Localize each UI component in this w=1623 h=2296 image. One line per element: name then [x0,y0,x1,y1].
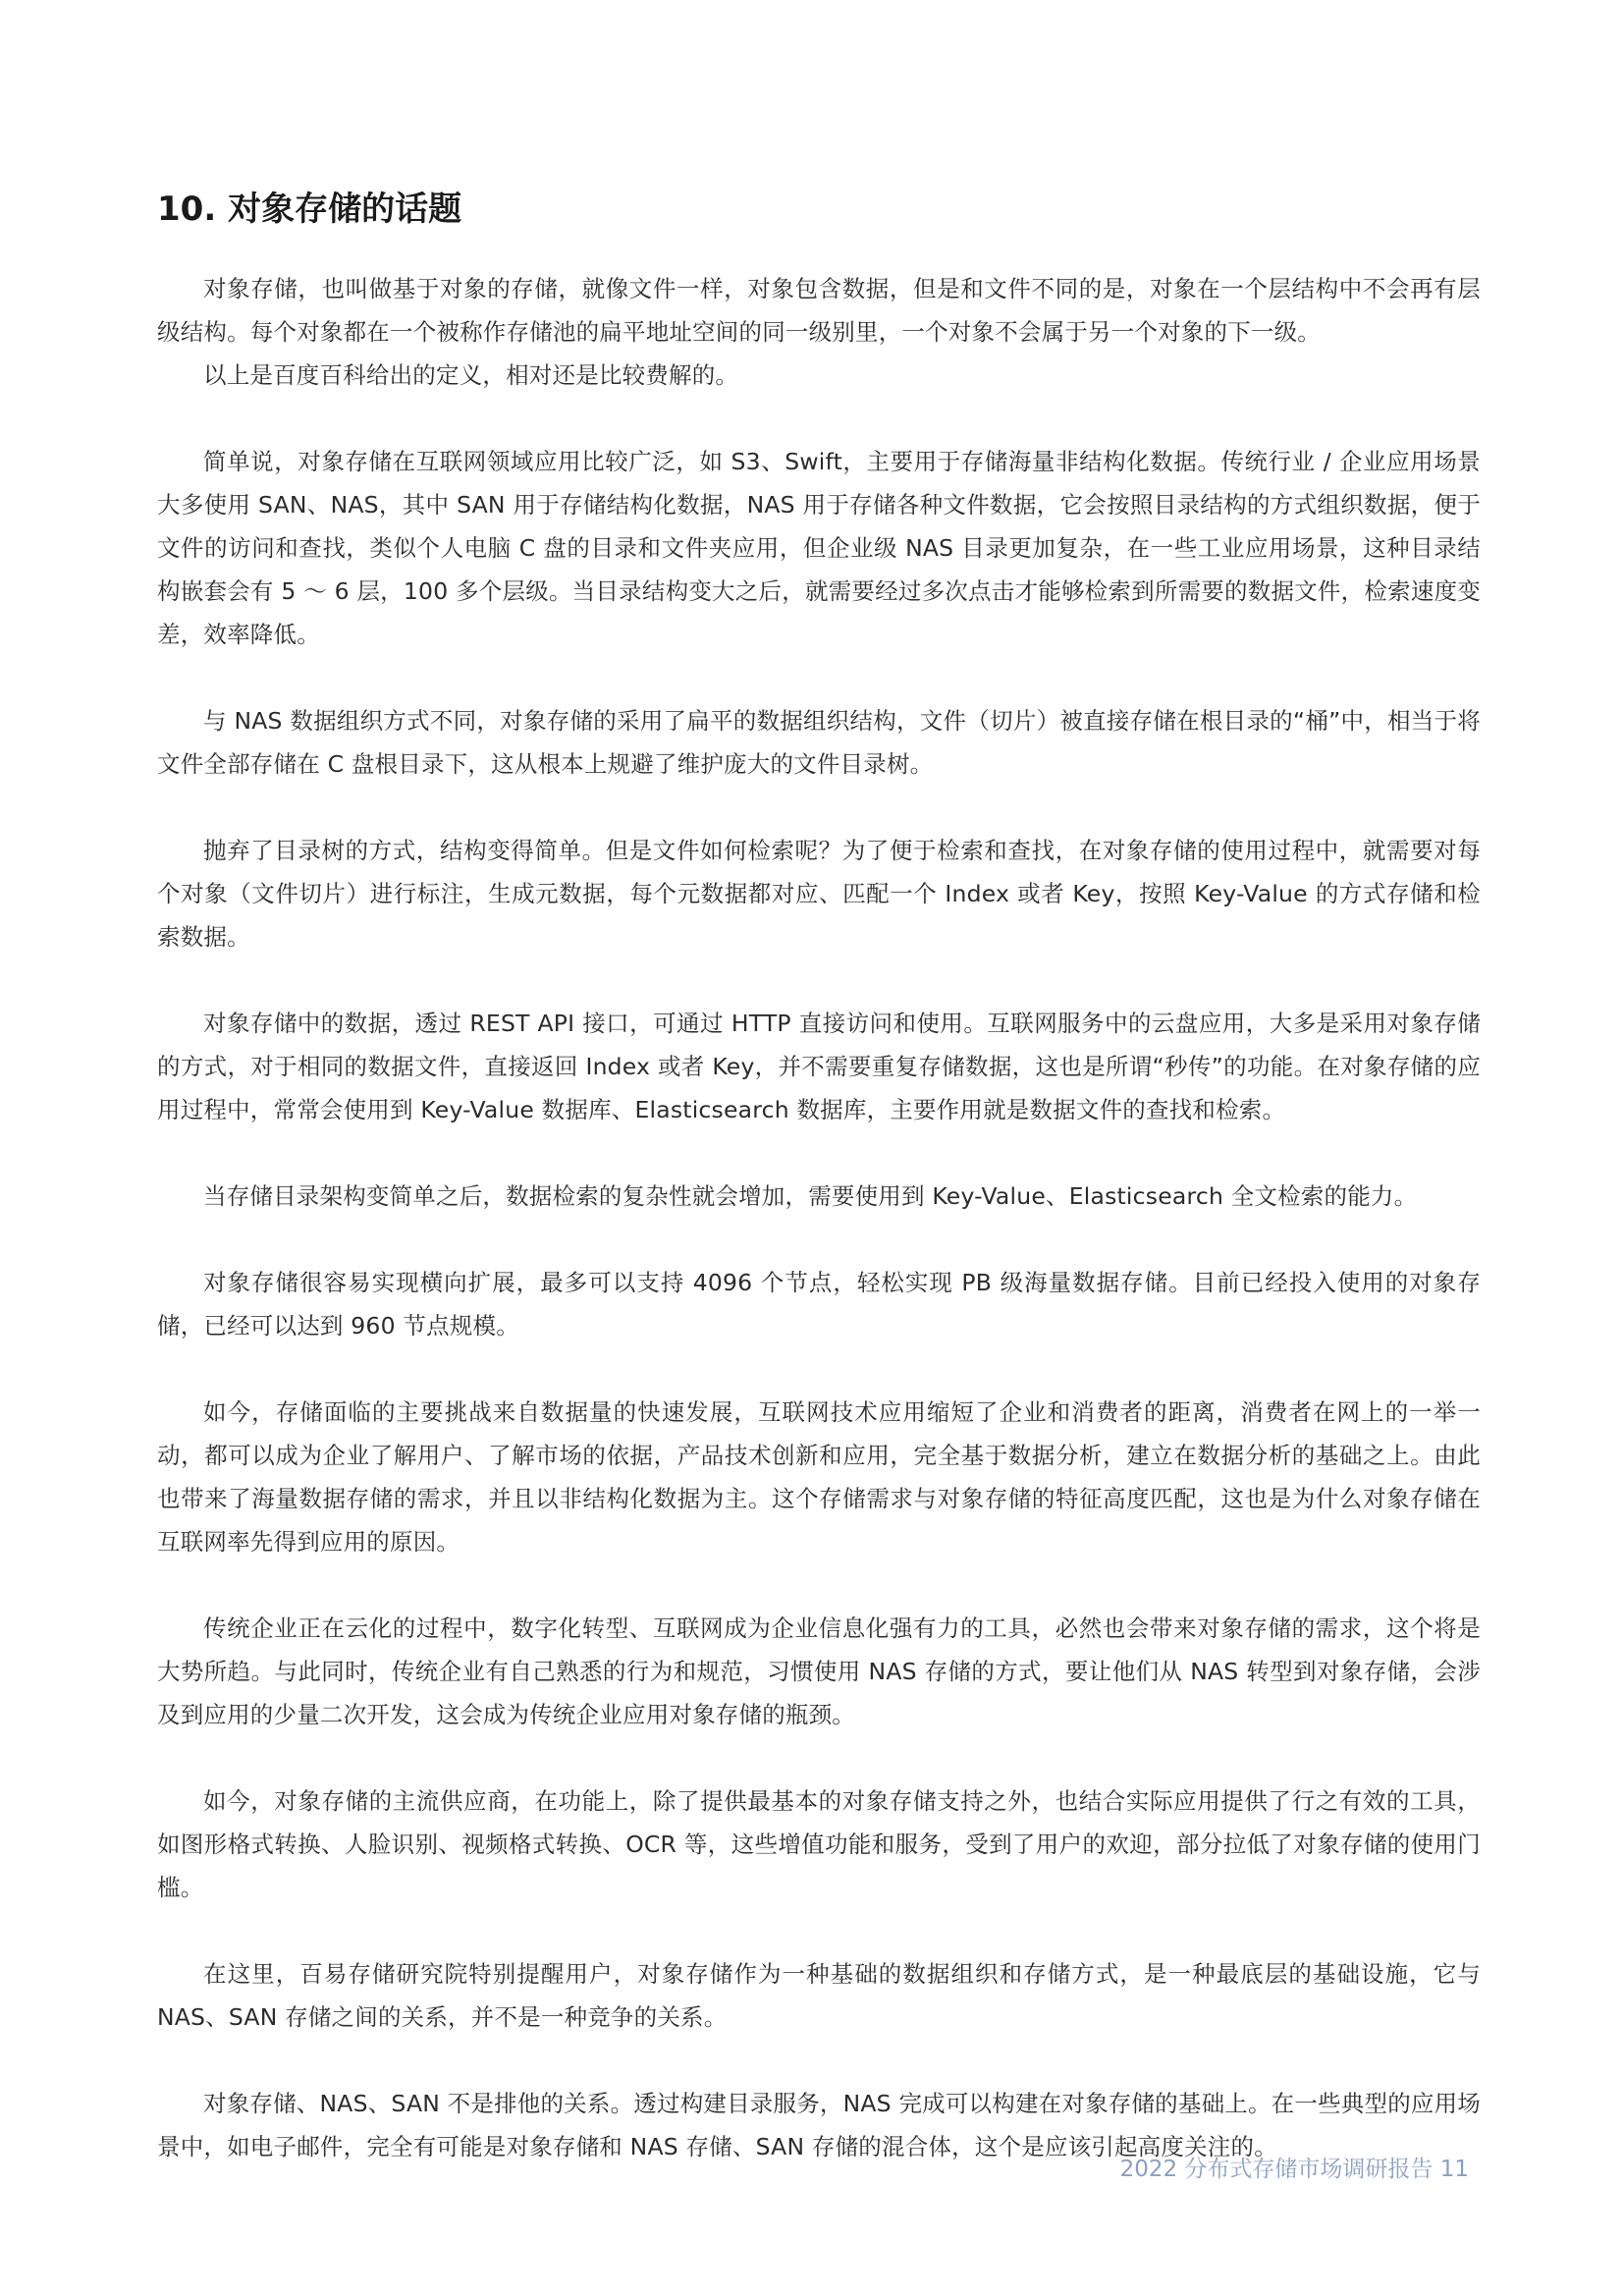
paragraph: 在这里，百易存储研究院特别提醒用户，对象存储作为一种基础的数据组织和存储方式，是一种最底层的基础设施，它与 NAS、SAN 存储之间的关系，并不是一种竞争的关系。 [157,1960,1481,2031]
paragraph-gap [157,958,1481,1002]
paragraph: 如今，存储面临的主要挑战来自数据量的快速发展，互联网技术应用缩短了企业和消费者的距离，消费者在网上的一举一动，都可以成为企业了解用户、了解市场的依据，产品技术创新和应用，完全基于数据分析，建立在数据分析的基础之上。由此也带来了海量数据存储的需求，并且以非结构化数据为主。这个存储需求与对象存储的特征高度匹配，这也是为什么对象存储在互联网率先得到应用的原因。 [157,1398,1481,1556]
page-footer: 2022 分布式存储市场调研报告 11 [1119,2157,1469,2182]
paragraph-gap [157,1131,1481,1175]
paragraph-gap [157,656,1481,699]
paragraph-gap [157,1736,1481,1779]
paragraph: 抛弃了目录树的方式，结构变得简单。但是文件如何检索呢？为了便于检索和查找，在对象存储的使用过程中，就需要对每个对象（文件切片）进行标注，生成元数据，每个元数据都对应、匹配一个 Index 或者 Key，按照 Key-Value 的方式存储和检索数据。 [157,837,1481,951]
paragraph-gap [157,1563,1481,1607]
paragraph-gap [157,1347,1481,1391]
paragraph: 简单说，对象存储在互联网领域应用比较广泛，如 S3、Swift，主要用于存储海量非结构化数据。传统行业 / 企业应用场景大多使用 SAN、NAS，其中 SAN 用于存储结构化数据，NAS 用于存储各种文件数据，它会按照目录结构的方式组织数据，便于文件的访问和查找，类似个人电脑 C 盘的目录和文件夹应用，但企业级 NAS 目录更加复杂，在一些工业应用场景，这种目录结构嵌套会有 5 ～ 6 层，100 多个层级。当目录结构变大之后，就需要经过多次点击才能够检索到所需要的数据文件，检索速度变差，效率降低。 [157,448,1481,648]
document-body [157,187,1481,2168]
paragraph: 以上是百度百科给出的定义，相对还是比较费解的。 [203,361,739,389]
paragraph-gap [157,786,1481,829]
section-heading: 10. 对象存储的话题 [157,190,462,229]
paragraph: 对象存储很容易实现横向扩展，最多可以支持 4096 个节点，轻松实现 PB 级海量数据存储。目前已经投入使用的对象存储，已经可以达到 960 节点规模。 [157,1269,1481,1339]
paragraph: 传统企业正在云化的过程中，数字化转型、互联网成为企业信息化强有力的工具，必然也会带来对象存储的需求，这个将是大势所趋。与此同时，传统企业有自己熟悉的行为和规范，习惯使用 NAS 存储的方式，要让他们从 NAS 转型到对象存储，会涉及到应用的少量二次开发，这会成为传统企业应用对象存储的瓶颈。 [157,1614,1481,1728]
paragraph: 对象存储、NAS、SAN 不是排他的关系。透过构建目录服务，NAS 完成可以构建在对象存储的基础上。在一些典型的应用场景中，如电子邮件，完全有可能是对象存储和 NAS 存储、SAN 存储的混合体，这个是应该引起高度关注的。 [157,2090,1481,2160]
paragraph-gap [157,1218,1481,1261]
paragraph-gap [157,1909,1481,1952]
paragraph: 与 NAS 数据组织方式不同，对象存储的采用了扁平的数据组织结构，文件（切片）被直接存储在根目录的“桶”中，相当于将文件全部存储在 C 盘根目录下，这从根本上规避了维护庞大的文件目录树。 [157,707,1481,778]
paragraph-gap [157,397,1481,440]
paragraph-gap [157,2039,1481,2082]
paragraph: 对象存储，也叫做基于对象的存储，就像文件一样，对象包含数据，但是和文件不同的是，对象在一个层结构中不会再有层级结构。每个对象都在一个被称作存储池的扁平地址空间的同一级别里，一个对象不会属于另一个对象的下一级。 [157,275,1481,346]
paragraph: 对象存储中的数据，透过 REST API 接口，可通过 HTTP 直接访问和使用。互联网服务中的云盘应用，大多是采用对象存储的方式，对于相同的数据文件，直接返回 Index 或者 Key，并不需要重复存储数据，这也是所谓“秒传”的功能。在对象存储的应用过程中，常常会使用到 Key-Value 数据库、Elasticsearch 数据库，主要作用就是数据文件的查找和检索。 [157,1010,1481,1123]
paragraph: 如今，对象存储的主流供应商，在功能上，除了提供最基本的对象存储支持之外，也结合实际应用提供了行之有效的工具，如图形格式转换、人脸识别、视频格式转换、OCR 等，这些增值功能和服务，受到了用户的欢迎，部分拉低了对象存储的使用门槛。 [157,1787,1481,1901]
paragraph: 当存储目录架构变简单之后，数据检索的复杂性就会增加，需要使用到 Key-Value、Elasticsearch 全文检索的能力。 [203,1182,1418,1210]
